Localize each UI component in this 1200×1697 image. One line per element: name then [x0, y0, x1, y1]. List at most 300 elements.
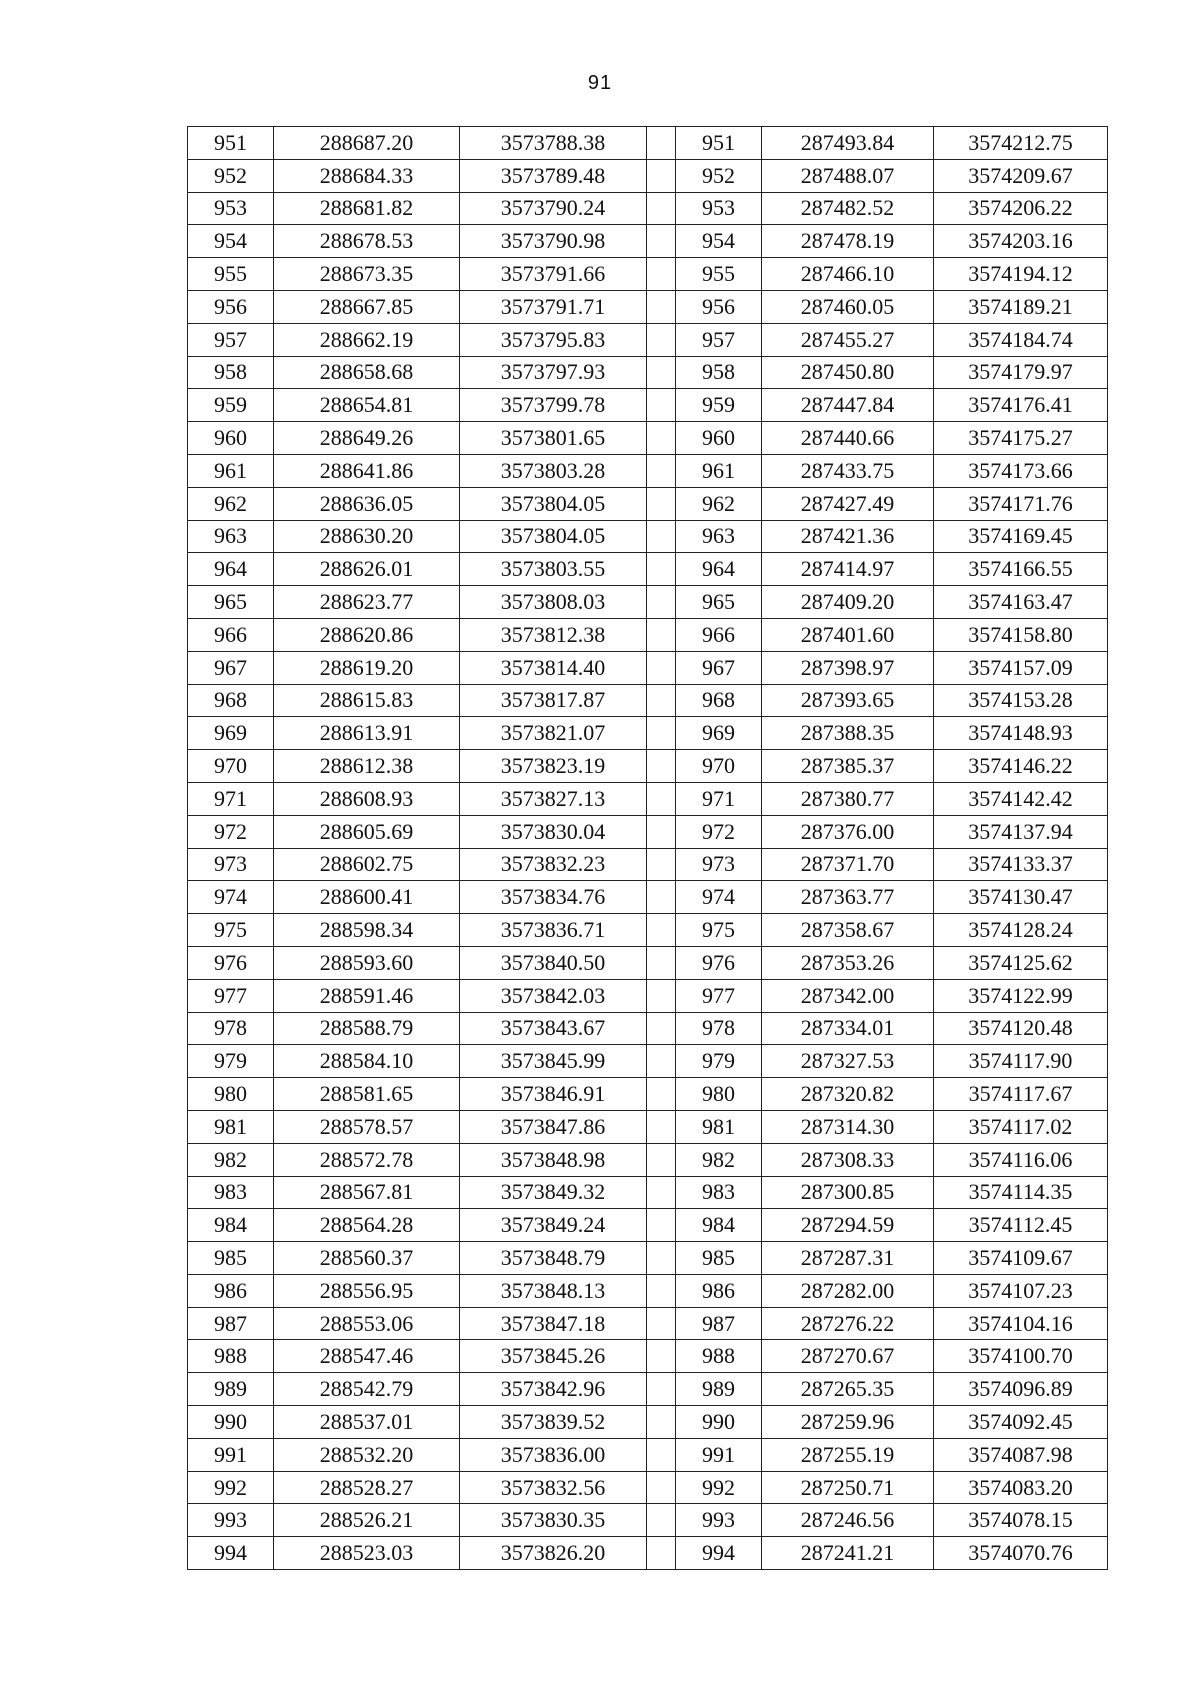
table-row	[188, 1143, 1108, 1176]
right-y-cell: 3574173.66	[934, 454, 1108, 487]
separator-cell	[647, 1504, 676, 1537]
table-row	[188, 258, 1108, 291]
right-y-cell: 3574157.09	[934, 651, 1108, 684]
left-point-id-cell: 966	[188, 618, 274, 651]
right-y-cell: 3574070.76	[934, 1537, 1108, 1570]
separator-cell	[647, 1307, 676, 1340]
left-point-id-cell: 986	[188, 1274, 274, 1307]
left-x-cell: 288528.27	[274, 1471, 460, 1504]
left-y-cell: 3573788.38	[460, 127, 647, 160]
left-point-id-cell: 991	[188, 1438, 274, 1471]
separator-cell	[647, 914, 676, 947]
separator-cell	[647, 1012, 676, 1045]
left-point-id-cell: 953	[188, 192, 274, 225]
right-y-cell: 3574083.20	[934, 1471, 1108, 1504]
table-row	[188, 586, 1108, 619]
table-row	[188, 815, 1108, 848]
left-x-cell: 288654.81	[274, 389, 460, 422]
table-row	[188, 225, 1108, 258]
left-y-cell: 3573826.20	[460, 1537, 647, 1570]
right-x-cell: 287427.49	[762, 487, 934, 520]
separator-cell	[647, 1471, 676, 1504]
left-point-id-cell: 977	[188, 979, 274, 1012]
right-point-id-cell: 962	[676, 487, 762, 520]
left-point-id-cell: 975	[188, 914, 274, 947]
left-point-id-cell: 957	[188, 323, 274, 356]
right-point-id-cell: 983	[676, 1176, 762, 1209]
right-y-cell: 3574189.21	[934, 290, 1108, 323]
left-x-cell: 288564.28	[274, 1209, 460, 1242]
table-row	[188, 1307, 1108, 1340]
left-x-cell: 288641.86	[274, 454, 460, 487]
right-point-id-cell: 973	[676, 848, 762, 881]
right-y-cell: 3574146.22	[934, 750, 1108, 783]
right-x-cell: 287259.96	[762, 1406, 934, 1439]
right-point-id-cell: 957	[676, 323, 762, 356]
separator-cell	[647, 684, 676, 717]
left-y-cell: 3573847.86	[460, 1110, 647, 1143]
table-row	[188, 1373, 1108, 1406]
right-y-cell: 3574158.80	[934, 618, 1108, 651]
right-x-cell: 287265.35	[762, 1373, 934, 1406]
left-y-cell: 3573791.66	[460, 258, 647, 291]
separator-cell	[647, 454, 676, 487]
right-x-cell: 287376.00	[762, 815, 934, 848]
right-point-id-cell: 990	[676, 1406, 762, 1439]
right-point-id-cell: 982	[676, 1143, 762, 1176]
left-y-cell: 3573804.05	[460, 487, 647, 520]
left-x-cell: 288581.65	[274, 1078, 460, 1111]
right-point-id-cell: 961	[676, 454, 762, 487]
left-point-id-cell: 985	[188, 1242, 274, 1275]
separator-cell	[647, 1373, 676, 1406]
left-x-cell: 288553.06	[274, 1307, 460, 1340]
left-point-id-cell: 954	[188, 225, 274, 258]
left-y-cell: 3573790.98	[460, 225, 647, 258]
left-y-cell: 3573821.07	[460, 717, 647, 750]
right-x-cell: 287440.66	[762, 422, 934, 455]
right-x-cell: 287250.71	[762, 1471, 934, 1504]
left-point-id-cell: 970	[188, 750, 274, 783]
left-x-cell: 288602.75	[274, 848, 460, 881]
right-x-cell: 287460.05	[762, 290, 934, 323]
right-y-cell: 3574175.27	[934, 422, 1108, 455]
right-y-cell: 3574171.76	[934, 487, 1108, 520]
table-row	[188, 1274, 1108, 1307]
right-y-cell: 3574130.47	[934, 881, 1108, 914]
right-point-id-cell: 986	[676, 1274, 762, 1307]
separator-cell	[647, 979, 676, 1012]
left-point-id-cell: 958	[188, 356, 274, 389]
left-y-cell: 3573832.23	[460, 848, 647, 881]
page-number: 91	[587, 72, 613, 94]
right-x-cell: 287409.20	[762, 586, 934, 619]
left-x-cell: 288684.33	[274, 159, 460, 192]
left-y-cell: 3573801.65	[460, 422, 647, 455]
right-x-cell: 287300.85	[762, 1176, 934, 1209]
left-x-cell: 288605.69	[274, 815, 460, 848]
right-y-cell: 3574117.02	[934, 1110, 1108, 1143]
left-point-id-cell: 992	[188, 1471, 274, 1504]
right-x-cell: 287493.84	[762, 127, 934, 160]
right-point-id-cell: 975	[676, 914, 762, 947]
right-x-cell: 287246.56	[762, 1504, 934, 1537]
left-y-cell: 3573830.04	[460, 815, 647, 848]
right-y-cell: 3574114.35	[934, 1176, 1108, 1209]
right-point-id-cell: 994	[676, 1537, 762, 1570]
left-y-cell: 3573803.28	[460, 454, 647, 487]
right-y-cell: 3574184.74	[934, 323, 1108, 356]
left-y-cell: 3573804.05	[460, 520, 647, 553]
right-y-cell: 3574153.28	[934, 684, 1108, 717]
table-row	[188, 618, 1108, 651]
right-point-id-cell: 966	[676, 618, 762, 651]
right-point-id-cell: 988	[676, 1340, 762, 1373]
right-point-id-cell: 981	[676, 1110, 762, 1143]
right-x-cell: 287380.77	[762, 782, 934, 815]
table-row	[188, 454, 1108, 487]
right-point-id-cell: 960	[676, 422, 762, 455]
left-x-cell: 288687.20	[274, 127, 460, 160]
right-x-cell: 287363.77	[762, 881, 934, 914]
left-y-cell: 3573840.50	[460, 946, 647, 979]
separator-cell	[647, 1209, 676, 1242]
table-row	[188, 1209, 1108, 1242]
left-y-cell: 3573817.87	[460, 684, 647, 717]
left-point-id-cell: 959	[188, 389, 274, 422]
right-point-id-cell: 965	[676, 586, 762, 619]
right-point-id-cell: 955	[676, 258, 762, 291]
right-y-cell: 3574209.67	[934, 159, 1108, 192]
right-point-id-cell: 963	[676, 520, 762, 553]
left-y-cell: 3573849.24	[460, 1209, 647, 1242]
left-x-cell: 288598.34	[274, 914, 460, 947]
table-row	[188, 651, 1108, 684]
right-y-cell: 3574166.55	[934, 553, 1108, 586]
left-point-id-cell: 979	[188, 1045, 274, 1078]
right-y-cell: 3574179.97	[934, 356, 1108, 389]
right-y-cell: 3574133.37	[934, 848, 1108, 881]
left-point-id-cell: 972	[188, 815, 274, 848]
right-y-cell: 3574148.93	[934, 717, 1108, 750]
right-x-cell: 287447.84	[762, 389, 934, 422]
left-point-id-cell: 983	[188, 1176, 274, 1209]
right-point-id-cell: 952	[676, 159, 762, 192]
right-point-id-cell: 976	[676, 946, 762, 979]
left-point-id-cell: 956	[188, 290, 274, 323]
right-point-id-cell: 959	[676, 389, 762, 422]
left-point-id-cell: 994	[188, 1537, 274, 1570]
left-point-id-cell: 976	[188, 946, 274, 979]
right-x-cell: 287466.10	[762, 258, 934, 291]
right-point-id-cell: 958	[676, 356, 762, 389]
separator-cell	[647, 389, 676, 422]
right-x-cell: 287385.37	[762, 750, 934, 783]
table-row	[188, 717, 1108, 750]
separator-cell	[647, 1045, 676, 1078]
right-point-id-cell: 989	[676, 1373, 762, 1406]
separator-cell	[647, 618, 676, 651]
right-x-cell: 287421.36	[762, 520, 934, 553]
right-x-cell: 287308.33	[762, 1143, 934, 1176]
left-y-cell: 3573839.52	[460, 1406, 647, 1439]
left-y-cell: 3573795.83	[460, 323, 647, 356]
left-y-cell: 3573834.76	[460, 881, 647, 914]
right-point-id-cell: 978	[676, 1012, 762, 1045]
left-y-cell: 3573823.19	[460, 750, 647, 783]
table-row	[188, 1504, 1108, 1537]
left-x-cell: 288523.03	[274, 1537, 460, 1570]
left-y-cell: 3573843.67	[460, 1012, 647, 1045]
right-x-cell: 287393.65	[762, 684, 934, 717]
separator-cell	[647, 717, 676, 750]
left-x-cell: 288623.77	[274, 586, 460, 619]
table-row	[188, 1340, 1108, 1373]
right-y-cell: 3574169.45	[934, 520, 1108, 553]
left-point-id-cell: 981	[188, 1110, 274, 1143]
left-point-id-cell: 963	[188, 520, 274, 553]
separator-cell	[647, 651, 676, 684]
right-point-id-cell: 969	[676, 717, 762, 750]
separator-cell	[647, 225, 676, 258]
left-y-cell: 3573842.03	[460, 979, 647, 1012]
separator-cell	[647, 1176, 676, 1209]
table-row	[188, 389, 1108, 422]
right-x-cell: 287270.67	[762, 1340, 934, 1373]
left-y-cell: 3573797.93	[460, 356, 647, 389]
left-y-cell: 3573799.78	[460, 389, 647, 422]
left-x-cell: 288626.01	[274, 553, 460, 586]
right-x-cell: 287388.35	[762, 717, 934, 750]
table-row	[188, 914, 1108, 947]
table-row	[188, 1012, 1108, 1045]
separator-cell	[647, 1110, 676, 1143]
separator-cell	[647, 1274, 676, 1307]
left-y-cell: 3573836.00	[460, 1438, 647, 1471]
left-x-cell: 288615.83	[274, 684, 460, 717]
table-row	[188, 848, 1108, 881]
left-x-cell: 288572.78	[274, 1143, 460, 1176]
left-x-cell: 288613.91	[274, 717, 460, 750]
right-x-cell: 287450.80	[762, 356, 934, 389]
left-point-id-cell: 990	[188, 1406, 274, 1439]
left-point-id-cell: 968	[188, 684, 274, 717]
right-point-id-cell: 977	[676, 979, 762, 1012]
left-point-id-cell: 967	[188, 651, 274, 684]
separator-cell	[647, 946, 676, 979]
right-x-cell: 287482.52	[762, 192, 934, 225]
right-point-id-cell: 979	[676, 1045, 762, 1078]
right-y-cell: 3574122.99	[934, 979, 1108, 1012]
table-row	[188, 946, 1108, 979]
left-y-cell: 3573848.98	[460, 1143, 647, 1176]
left-point-id-cell: 989	[188, 1373, 274, 1406]
left-point-id-cell: 964	[188, 553, 274, 586]
right-point-id-cell: 974	[676, 881, 762, 914]
right-x-cell: 287353.26	[762, 946, 934, 979]
separator-cell	[647, 290, 676, 323]
right-y-cell: 3574137.94	[934, 815, 1108, 848]
table-row	[188, 1537, 1108, 1570]
left-point-id-cell: 973	[188, 848, 274, 881]
table-row	[188, 1110, 1108, 1143]
left-point-id-cell: 993	[188, 1504, 274, 1537]
table-row	[188, 127, 1108, 160]
left-y-cell: 3573846.91	[460, 1078, 647, 1111]
left-y-cell: 3573812.38	[460, 618, 647, 651]
right-x-cell: 287294.59	[762, 1209, 934, 1242]
left-y-cell: 3573849.32	[460, 1176, 647, 1209]
left-x-cell: 288556.95	[274, 1274, 460, 1307]
left-x-cell: 288620.86	[274, 618, 460, 651]
table-row	[188, 356, 1108, 389]
right-point-id-cell: 991	[676, 1438, 762, 1471]
left-x-cell: 288649.26	[274, 422, 460, 455]
right-point-id-cell: 970	[676, 750, 762, 783]
right-x-cell: 287334.01	[762, 1012, 934, 1045]
right-y-cell: 3574116.06	[934, 1143, 1108, 1176]
left-y-cell: 3573847.18	[460, 1307, 647, 1340]
right-x-cell: 287314.30	[762, 1110, 934, 1143]
left-x-cell: 288567.81	[274, 1176, 460, 1209]
right-x-cell: 287255.19	[762, 1438, 934, 1471]
right-y-cell: 3574125.62	[934, 946, 1108, 979]
left-y-cell: 3573845.26	[460, 1340, 647, 1373]
left-x-cell: 288658.68	[274, 356, 460, 389]
separator-cell	[647, 1340, 676, 1373]
right-y-cell: 3574176.41	[934, 389, 1108, 422]
separator-cell	[647, 159, 676, 192]
right-y-cell: 3574092.45	[934, 1406, 1108, 1439]
right-x-cell: 287401.60	[762, 618, 934, 651]
table-row	[188, 159, 1108, 192]
right-point-id-cell: 951	[676, 127, 762, 160]
left-point-id-cell: 984	[188, 1209, 274, 1242]
left-y-cell: 3573832.56	[460, 1471, 647, 1504]
right-y-cell: 3574206.22	[934, 192, 1108, 225]
right-y-cell: 3574087.98	[934, 1438, 1108, 1471]
coordinate-table	[187, 126, 1108, 1570]
left-x-cell: 288578.57	[274, 1110, 460, 1143]
left-x-cell: 288542.79	[274, 1373, 460, 1406]
table-row	[188, 520, 1108, 553]
left-y-cell: 3573803.55	[460, 553, 647, 586]
left-x-cell: 288681.82	[274, 192, 460, 225]
separator-cell	[647, 323, 676, 356]
right-x-cell: 287478.19	[762, 225, 934, 258]
left-point-id-cell: 961	[188, 454, 274, 487]
left-x-cell: 288537.01	[274, 1406, 460, 1439]
left-x-cell: 288526.21	[274, 1504, 460, 1537]
left-y-cell: 3573814.40	[460, 651, 647, 684]
right-y-cell: 3574212.75	[934, 127, 1108, 160]
right-point-id-cell: 980	[676, 1078, 762, 1111]
separator-cell	[647, 1078, 676, 1111]
left-x-cell: 288673.35	[274, 258, 460, 291]
right-point-id-cell: 987	[676, 1307, 762, 1340]
table-row	[188, 1438, 1108, 1471]
right-y-cell: 3574203.16	[934, 225, 1108, 258]
right-x-cell: 287371.70	[762, 848, 934, 881]
separator-cell	[647, 127, 676, 160]
left-point-id-cell: 960	[188, 422, 274, 455]
table-row	[188, 422, 1108, 455]
right-x-cell: 287320.82	[762, 1078, 934, 1111]
right-point-id-cell: 972	[676, 815, 762, 848]
right-x-cell: 287414.97	[762, 553, 934, 586]
right-point-id-cell: 993	[676, 1504, 762, 1537]
right-x-cell: 287488.07	[762, 159, 934, 192]
table-row	[188, 290, 1108, 323]
separator-cell	[647, 586, 676, 619]
left-y-cell: 3573848.13	[460, 1274, 647, 1307]
left-x-cell: 288678.53	[274, 225, 460, 258]
left-y-cell: 3573830.35	[460, 1504, 647, 1537]
separator-cell	[647, 848, 676, 881]
right-point-id-cell: 954	[676, 225, 762, 258]
table-row	[188, 1406, 1108, 1439]
right-y-cell: 3574194.12	[934, 258, 1108, 291]
table-row	[188, 1242, 1108, 1275]
left-x-cell: 288591.46	[274, 979, 460, 1012]
left-x-cell: 288532.20	[274, 1438, 460, 1471]
separator-cell	[647, 782, 676, 815]
right-y-cell: 3574128.24	[934, 914, 1108, 947]
left-point-id-cell: 971	[188, 782, 274, 815]
table-row	[188, 553, 1108, 586]
left-x-cell: 288608.93	[274, 782, 460, 815]
left-y-cell: 3573789.48	[460, 159, 647, 192]
right-y-cell: 3574163.47	[934, 586, 1108, 619]
right-x-cell: 287282.00	[762, 1274, 934, 1307]
separator-cell	[647, 422, 676, 455]
right-point-id-cell: 967	[676, 651, 762, 684]
right-point-id-cell: 968	[676, 684, 762, 717]
separator-cell	[647, 815, 676, 848]
table-row	[188, 782, 1108, 815]
right-x-cell: 287433.75	[762, 454, 934, 487]
table-row	[188, 1176, 1108, 1209]
right-y-cell: 3574096.89	[934, 1373, 1108, 1406]
left-x-cell: 288584.10	[274, 1045, 460, 1078]
table-row	[188, 487, 1108, 520]
right-x-cell: 287358.67	[762, 914, 934, 947]
table-row	[188, 1078, 1108, 1111]
right-point-id-cell: 992	[676, 1471, 762, 1504]
separator-cell	[647, 258, 676, 291]
right-y-cell: 3574112.45	[934, 1209, 1108, 1242]
right-point-id-cell: 964	[676, 553, 762, 586]
table-row	[188, 1471, 1108, 1504]
right-point-id-cell: 953	[676, 192, 762, 225]
right-y-cell: 3574117.67	[934, 1078, 1108, 1111]
right-y-cell: 3574142.42	[934, 782, 1108, 815]
coordinate-table-body	[188, 127, 1108, 1570]
left-point-id-cell: 969	[188, 717, 274, 750]
separator-cell	[647, 1242, 676, 1275]
left-point-id-cell: 988	[188, 1340, 274, 1373]
left-point-id-cell: 982	[188, 1143, 274, 1176]
table-row	[188, 684, 1108, 717]
separator-cell	[647, 1406, 676, 1439]
left-point-id-cell: 952	[188, 159, 274, 192]
left-x-cell: 288630.20	[274, 520, 460, 553]
left-point-id-cell: 974	[188, 881, 274, 914]
left-x-cell: 288662.19	[274, 323, 460, 356]
table-row	[188, 1045, 1108, 1078]
right-y-cell: 3574100.70	[934, 1340, 1108, 1373]
separator-cell	[647, 1438, 676, 1471]
